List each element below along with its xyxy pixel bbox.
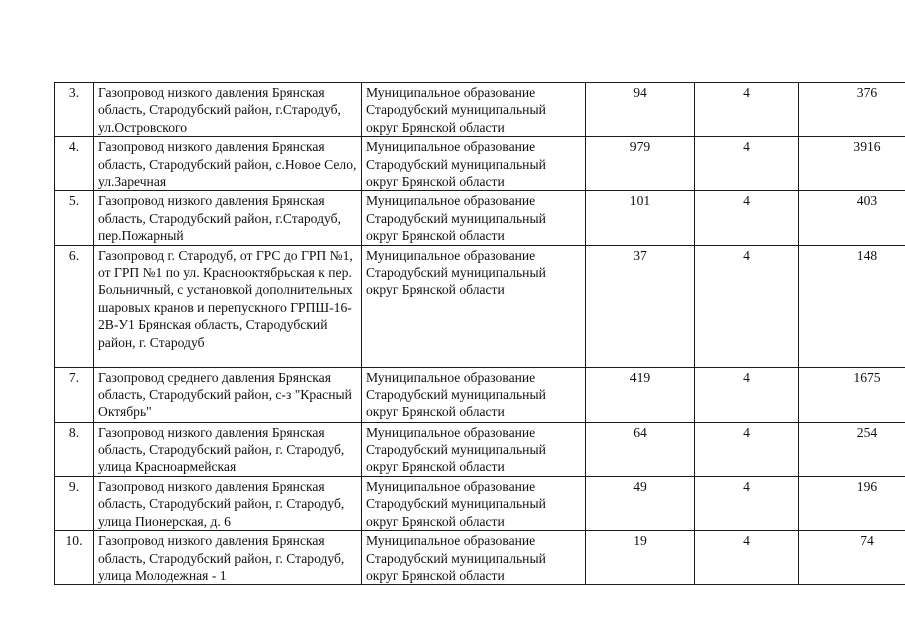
- category-cell: 4: [695, 422, 799, 476]
- row-number-cell: 10.: [55, 531, 94, 585]
- length-cell: 419: [586, 367, 695, 422]
- value-cell: 254: [799, 422, 905, 476]
- owner-cell: Муниципальное образование Стародубский муниципальный округ Брянской области: [362, 83, 586, 137]
- table-row: [55, 422, 905, 476]
- owner-cell: Муниципальное образование Стародубский муниципальный округ Брянской области: [362, 245, 586, 367]
- object-name-cell: Газопровод низкого давления Брянская область, Стародубский район, г. Стародуб, улица Красноармейская: [94, 422, 362, 476]
- owner-cell: Муниципальное образование Стародубский муниципальный округ Брянской области: [362, 422, 586, 476]
- row-number-cell: 5.: [55, 191, 94, 245]
- row-number-cell: 3.: [55, 83, 94, 137]
- value-cell: 196: [799, 476, 905, 530]
- row-number-cell: 7.: [55, 367, 94, 422]
- row-number-cell: 8.: [55, 422, 94, 476]
- length-cell: 19: [586, 531, 695, 585]
- table-row: [55, 476, 905, 530]
- object-name-cell: Газопровод среднего давления Брянская область, Стародубский район, с-з "Красный Октябрь": [94, 367, 362, 422]
- value-cell: 148: [799, 245, 905, 367]
- category-cell: 4: [695, 83, 799, 137]
- object-name-cell: Газопровод низкого давления Брянская область, Стародубский район, г. Стародуб, улица Пионерская, д. 6: [94, 476, 362, 530]
- object-name-cell: Газопровод низкого давления Брянская область, Стародубский район, г. Стародуб, улица Молодежная - 1: [94, 531, 362, 585]
- length-cell: 64: [586, 422, 695, 476]
- owner-cell: Муниципальное образование Стародубский муниципальный округ Брянской области: [362, 476, 586, 530]
- category-cell: 4: [695, 367, 799, 422]
- category-cell: 4: [695, 476, 799, 530]
- object-name-cell: Газопровод низкого давления Брянская область, Стародубский район, г.Стародуб, ул.Островского: [94, 83, 362, 137]
- length-cell: 37: [586, 245, 695, 367]
- value-cell: 403: [799, 191, 905, 245]
- table-row: [55, 83, 905, 137]
- value-cell: 74: [799, 531, 905, 585]
- category-cell: 4: [695, 137, 799, 191]
- category-cell: 4: [695, 531, 799, 585]
- value-cell: 376: [799, 83, 905, 137]
- object-name-cell: Газопровод г. Стародуб, от ГРС до ГРП №1, от ГРП №1 по ул. Краснооктябрьская к пер. Больничный, с установкой дополнительных шаровых кранов и перепускного ГРПШ-16-2В-У1 Брянская область, Стародубский район, г. Стародуб: [94, 245, 362, 367]
- table-row: [55, 367, 905, 422]
- table-row: [55, 531, 905, 585]
- owner-cell: Муниципальное образование Стародубский муниципальный округ Брянской области: [362, 137, 586, 191]
- object-name-cell: Газопровод низкого давления Брянская область, Стародубский район, с.Новое Село, ул.Заречная: [94, 137, 362, 191]
- row-number-cell: 9.: [55, 476, 94, 530]
- value-cell: 3916: [799, 137, 905, 191]
- table-row: [55, 245, 905, 367]
- category-cell: 4: [695, 191, 799, 245]
- owner-cell: Муниципальное образование Стародубский муниципальный округ Брянской области: [362, 531, 586, 585]
- gas-pipeline-table: [54, 82, 905, 585]
- row-number-cell: 6.: [55, 245, 94, 367]
- length-cell: 94: [586, 83, 695, 137]
- row-number-cell: 4.: [55, 137, 94, 191]
- value-cell: 1675: [799, 367, 905, 422]
- table-row: [55, 137, 905, 191]
- owner-cell: Муниципальное образование Стародубский муниципальный округ Брянской области: [362, 191, 586, 245]
- owner-cell: Муниципальное образование Стародубский муниципальный округ Брянской области: [362, 367, 586, 422]
- category-cell: 4: [695, 245, 799, 367]
- object-name-cell: Газопровод низкого давления Брянская область, Стародубский район, г.Стародуб, пер.Пожарный: [94, 191, 362, 245]
- length-cell: 49: [586, 476, 695, 530]
- length-cell: 979: [586, 137, 695, 191]
- length-cell: 101: [586, 191, 695, 245]
- table-row: [55, 191, 905, 245]
